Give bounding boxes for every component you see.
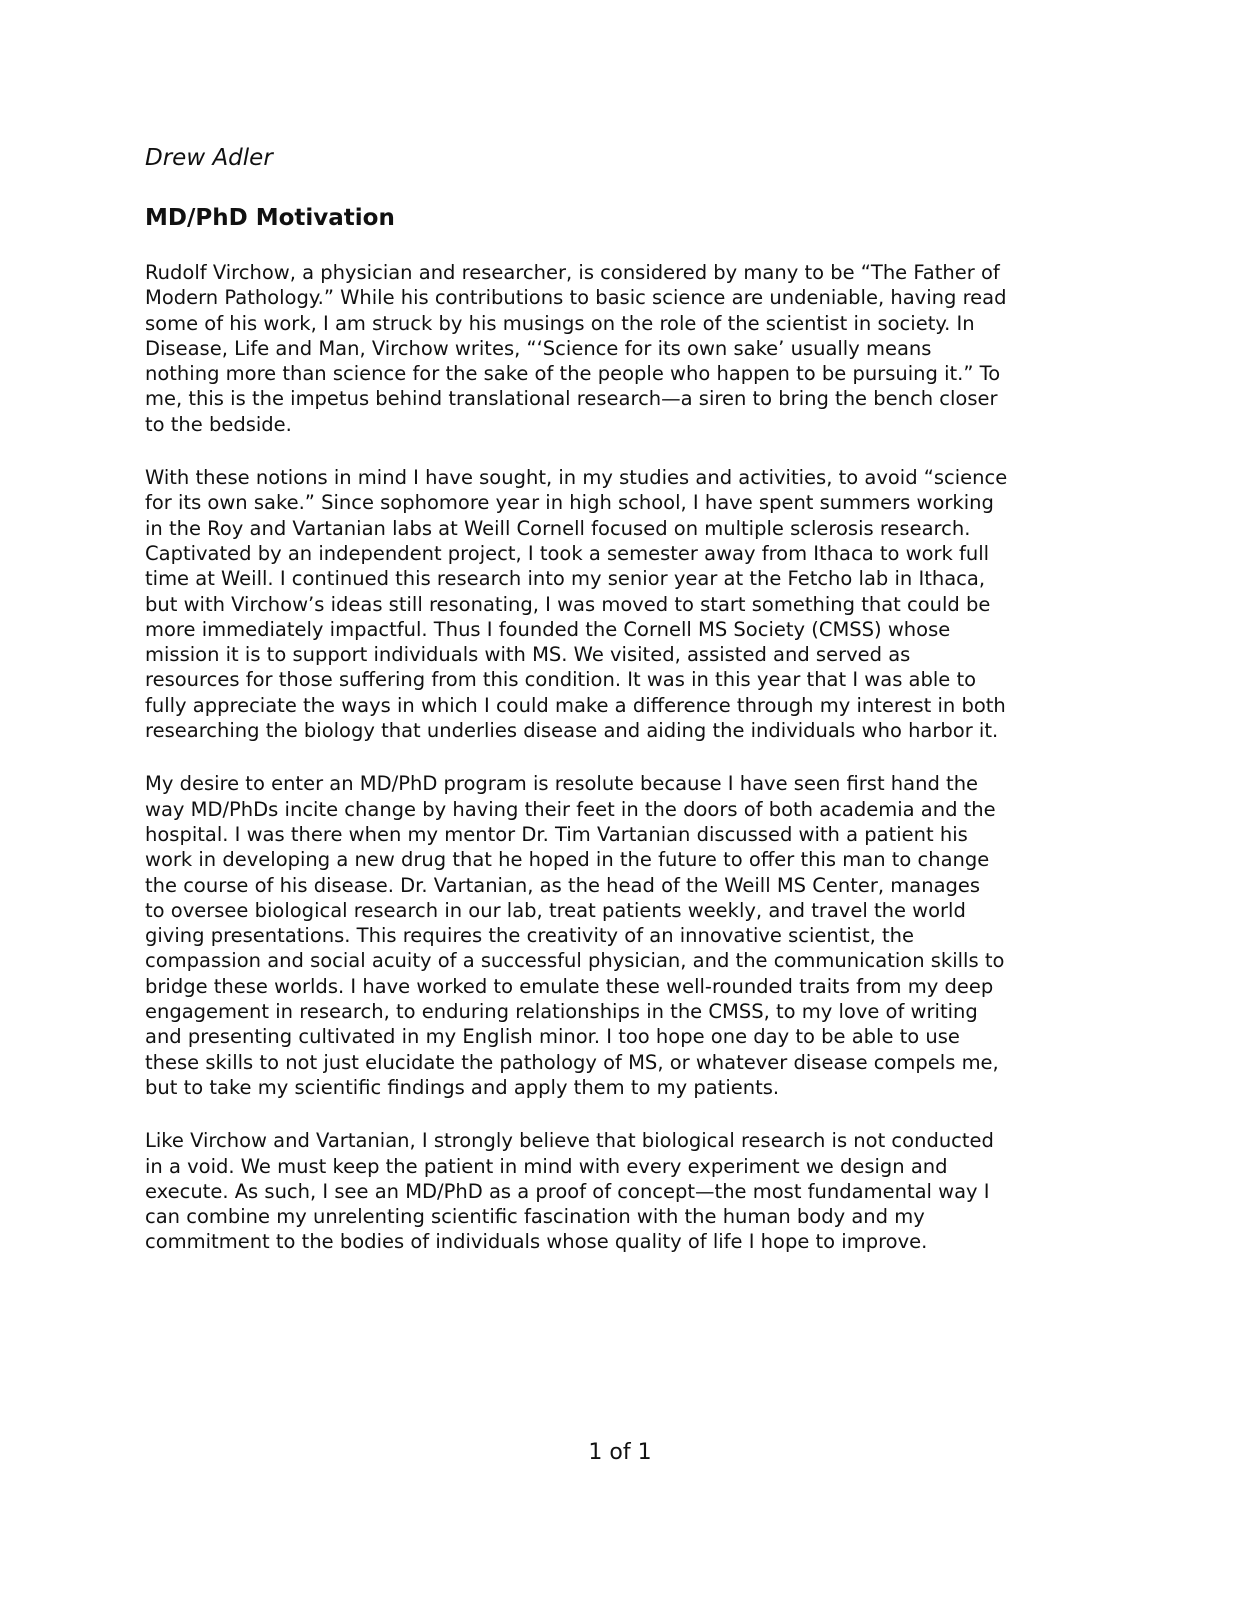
text-line: Disease, Life and Man, Virchow writes, “‘Science for its own sake’ usually means (145, 336, 932, 360)
text-line: execute. As such, I see an MD/PhD as a proof of concept—the most fundamental way I (145, 1179, 990, 1203)
text-line: bridge these worlds. I have worked to emulate these well-rounded traits from my deep (145, 974, 994, 998)
text-line: engagement in research, to enduring relationships in the CMSS, to my love of writing (145, 1000, 978, 1024)
document-body (145, 142, 1085, 1283)
text-line: some of his work, I am struck by his musings on the role of the scientist in society. In (145, 311, 975, 335)
text-line: Like Virchow and Vartanian, I strongly believe that biological research is not conducted (145, 1129, 994, 1153)
text-line: but to take my scientific findings and apply them to my patients. (145, 1075, 780, 1099)
text-line: hospital. I was there when my mentor Dr. Tim Vartanian discussed with a patient his (145, 822, 968, 846)
text-line: and presenting cultivated in my English minor. I too hope one day to be able to use (145, 1025, 960, 1049)
text-line: Captivated by an independent project, I took a semester away from Ithaca to work full (145, 541, 990, 565)
text-line: work in developing a new drug that he hoped in the future to offer this man to change (145, 848, 990, 872)
text-line: My desire to enter an MD/PhD program is resolute because I have seen first hand the (145, 772, 979, 796)
text-line: to oversee biological research in our lab, treat patients weekly, and travel the world (145, 898, 966, 922)
paragraph (145, 771, 1085, 1100)
text-line: to the bedside. (145, 412, 292, 436)
text-line: the course of his disease. Dr. Vartanian, as the head of the Weill MS Center, manages (145, 873, 981, 897)
paragraph (145, 260, 1085, 437)
text-line: fully appreciate the ways in which I could make a difference through my interest in both (145, 693, 1006, 717)
text-line: mission it is to support individuals with MS. We visited, assisted and served as (145, 643, 911, 667)
paragraphs-container (145, 260, 1085, 1255)
paragraph (145, 465, 1085, 743)
text-line: compassion and social acuity of a successful physician, and the communication skills to (145, 949, 1005, 973)
text-line: for its own sake.” Since sophomore year in high school, I have spent summers working (145, 491, 994, 515)
text-line: more immediately impactful. Thus I founded the Cornell MS Society (CMSS) whose (145, 617, 951, 641)
text-line: these skills to not just elucidate the pathology of MS, or whatever disease compels me, (145, 1050, 999, 1074)
text-line: time at Weill. I continued this research into my senior year at the Fetcho lab in Ithaca, (145, 567, 986, 591)
text-line: With these notions in mind I have sought, in my studies and activities, to avoid “science (145, 466, 1008, 490)
page-number: 1 of 1 (588, 1440, 652, 1465)
text-line: can combine my unrelenting scientific fascination with the human body and my (145, 1205, 925, 1229)
text-line: in a void. We must keep the patient in mind with every experiment we design and (145, 1154, 948, 1178)
text-line: nothing more than science for the sake of the people who happen to be pursuing it.” To (145, 362, 1001, 386)
paragraph (145, 1128, 1085, 1254)
document-title: MD/PhD Motivation (145, 205, 395, 231)
author-name: Drew Adler (145, 145, 273, 171)
text-line: in the Roy and Vartanian labs at Weill Cornell focused on multiple sclerosis research. (145, 516, 971, 540)
text-line: Modern Pathology.” While his contributions to basic science are undeniable, having read (145, 286, 1007, 310)
text-line: me, this is the impetus behind translational research—a siren to bring the bench closer (145, 387, 998, 411)
text-line: researching the biology that underlies disease and aiding the individuals who harbor it. (145, 719, 999, 743)
text-line: commitment to the bodies of individuals whose quality of life I hope to improve. (145, 1230, 928, 1254)
text-line: Rudolf Virchow, a physician and researcher, is considered by many to be “The Father of (145, 261, 1000, 284)
text-line: but with Virchow’s ideas still resonating, I was moved to start something that could be (145, 592, 991, 616)
text-line: resources for those suffering from this condition. It was in this year that I was able to (145, 668, 977, 692)
text-line: way MD/PhDs incite change by having their feet in the doors of both academia and the (145, 797, 996, 821)
text-line: giving presentations. This requires the creativity of an innovative scientist, the (145, 924, 915, 948)
